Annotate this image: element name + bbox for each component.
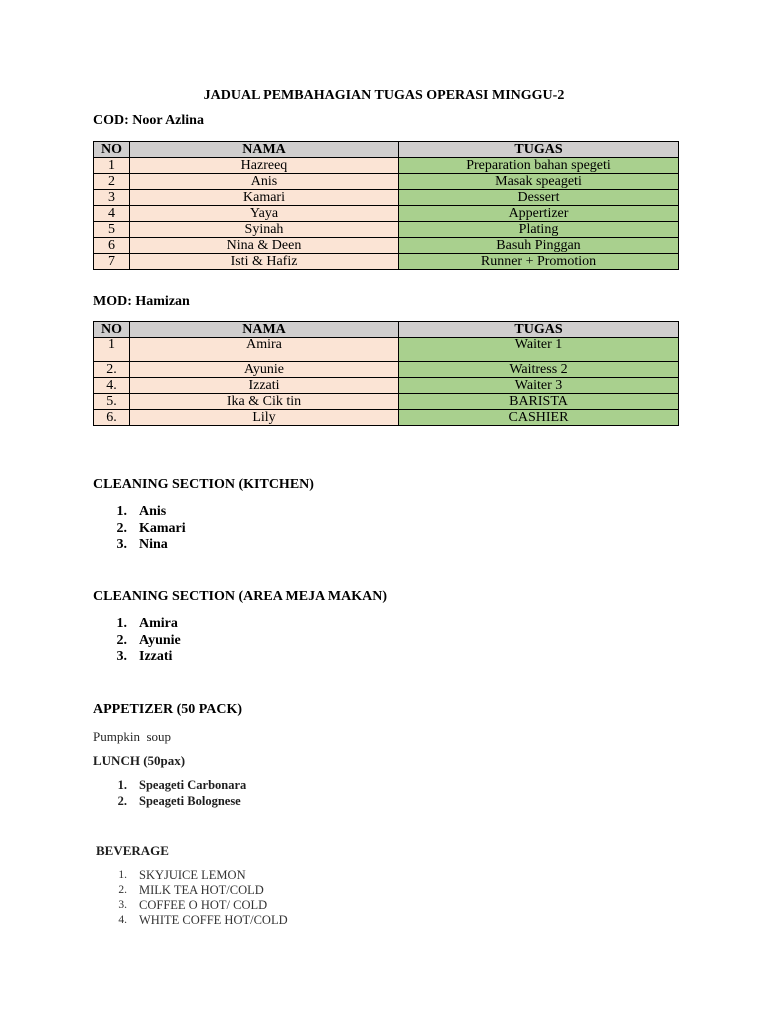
list-number: 1. [116,616,127,631]
cod-label: COD: Noor Azlina [93,113,204,128]
row-name-cell: Isti & Hafiz [130,254,399,270]
appetizer-item: Pumpkin soup [93,729,172,744]
row-no-cell: 1 [94,158,130,174]
row-name-cell: Amira [130,338,399,362]
list-item [103,883,288,898]
list-item-text: SKYJUICE LEMON [139,868,246,882]
list-item [103,793,246,809]
list-number: 2. [116,632,127,648]
row-name-cell: Anis [130,174,399,190]
list-item [103,868,288,883]
row-task-cell: Plating [399,222,679,238]
row-name-cell: Izzati [130,378,399,394]
row-no-cell: 6. [94,410,130,426]
table-row [94,158,679,174]
list-item [103,913,288,928]
row-name-cell: Hazreeq [130,158,399,174]
list-item [103,616,181,633]
mod-duty-table [93,321,679,426]
header-nama: NAMA [130,142,399,158]
row-no-cell: 2 [94,174,130,190]
table-row [94,338,679,362]
list-item-text: Ayunie [139,632,181,648]
list-item-text: Nina [139,537,168,552]
row-no-cell: 4 [94,206,130,222]
row-no-cell: 7 [94,254,130,270]
row-task-cell: Appertizer [399,206,679,222]
list-number: 3. [116,649,127,664]
kitchen-cleaning-list [103,504,186,554]
table-row [94,238,679,254]
row-task-cell: Waiter 3 [399,378,679,394]
table-row [94,174,679,190]
cod-duty-table [93,141,679,270]
row-no-cell: 2. [94,362,130,378]
list-number: 3. [118,899,127,911]
row-name-cell: Kamari [130,190,399,206]
beverage-heading: BEVERAGE [96,843,169,858]
row-no-cell: 5. [94,394,130,410]
dining-cleaning-heading: CLEANING SECTION (AREA MEJA MAKAN) [93,589,388,604]
list-item-text: Amira [139,616,178,631]
list-item-text: Anis [139,504,167,519]
header-tugas: TUGAS [399,142,679,158]
table-row [94,222,679,238]
row-task-cell: Runner + Promotion [399,254,679,270]
list-item-text: Speageti Bolognese [139,794,241,808]
beverage-list [103,868,288,928]
table-row [94,394,679,410]
row-name-cell: Yaya [130,206,399,222]
lunch-heading: LUNCH (50pax) [93,753,186,768]
table-row [94,206,679,222]
list-item-text: Kamari [139,520,186,536]
table-header-row [94,142,679,158]
list-item-text: WHITE COFFE HOT/COLD [139,913,288,927]
header-tugas: TUGAS [399,322,679,338]
list-number: 2. [117,794,127,808]
list-item [103,537,186,554]
row-name-cell: Nina & Deen [130,238,399,254]
header-nama: NAMA [130,322,399,338]
list-item-text: MILK TEA HOT/COLD [139,883,264,897]
table-row [94,254,679,270]
list-item [103,504,186,521]
list-item [103,633,181,650]
appetizer-heading: APPETIZER (50 PACK) [93,702,243,717]
row-task-cell: Waiter 1 [399,338,679,362]
kitchen-cleaning-heading: CLEANING SECTION (KITCHEN) [93,477,314,492]
mod-label: MOD: Hamizan [93,294,190,309]
document-title: JADUAL PEMBAHAGIAN TUGAS OPERASI MINGGU-2 [203,88,565,103]
list-number: 2. [116,520,127,536]
list-number: 3. [116,537,127,552]
row-name-cell: Syinah [130,222,399,238]
row-task-cell: BARISTA [399,394,679,410]
row-no-cell: 3 [94,190,130,206]
row-task-cell: Masak speageti [399,174,679,190]
table-row [94,362,679,378]
row-task-cell: Basuh Pinggan [399,238,679,254]
header-no: NO [94,142,130,158]
list-item-text: COFFEE O HOT/ COLD [139,898,268,912]
table-header-row [94,322,679,338]
row-no-cell: 1 [94,338,130,362]
table-row [94,410,679,426]
list-item-text: Speageti Carbonara [139,778,247,792]
header-no: NO [94,322,130,338]
list-number: 1. [117,778,127,792]
row-task-cell: Preparation bahan spegeti [399,158,679,174]
list-item [103,898,288,913]
lunch-list [103,777,246,809]
list-number: 1. [118,869,127,881]
list-item-text: Izzati [139,649,173,664]
list-number: 2. [118,884,127,896]
row-name-cell: Ika & Cik tin [130,394,399,410]
row-name-cell: Lily [130,410,399,426]
list-number: 1. [116,504,127,519]
dining-cleaning-list [103,616,181,666]
row-no-cell: 5 [94,222,130,238]
list-item [103,521,186,538]
table-row [94,190,679,206]
list-item [103,777,246,793]
row-task-cell: CASHIER [399,410,679,426]
row-no-cell: 4. [94,378,130,394]
table-row [94,378,679,394]
list-number: 4. [118,914,127,926]
row-task-cell: Waitress 2 [399,362,679,378]
row-name-cell: Ayunie [130,362,399,378]
row-no-cell: 6 [94,238,130,254]
list-item [103,649,181,666]
row-task-cell: Dessert [399,190,679,206]
